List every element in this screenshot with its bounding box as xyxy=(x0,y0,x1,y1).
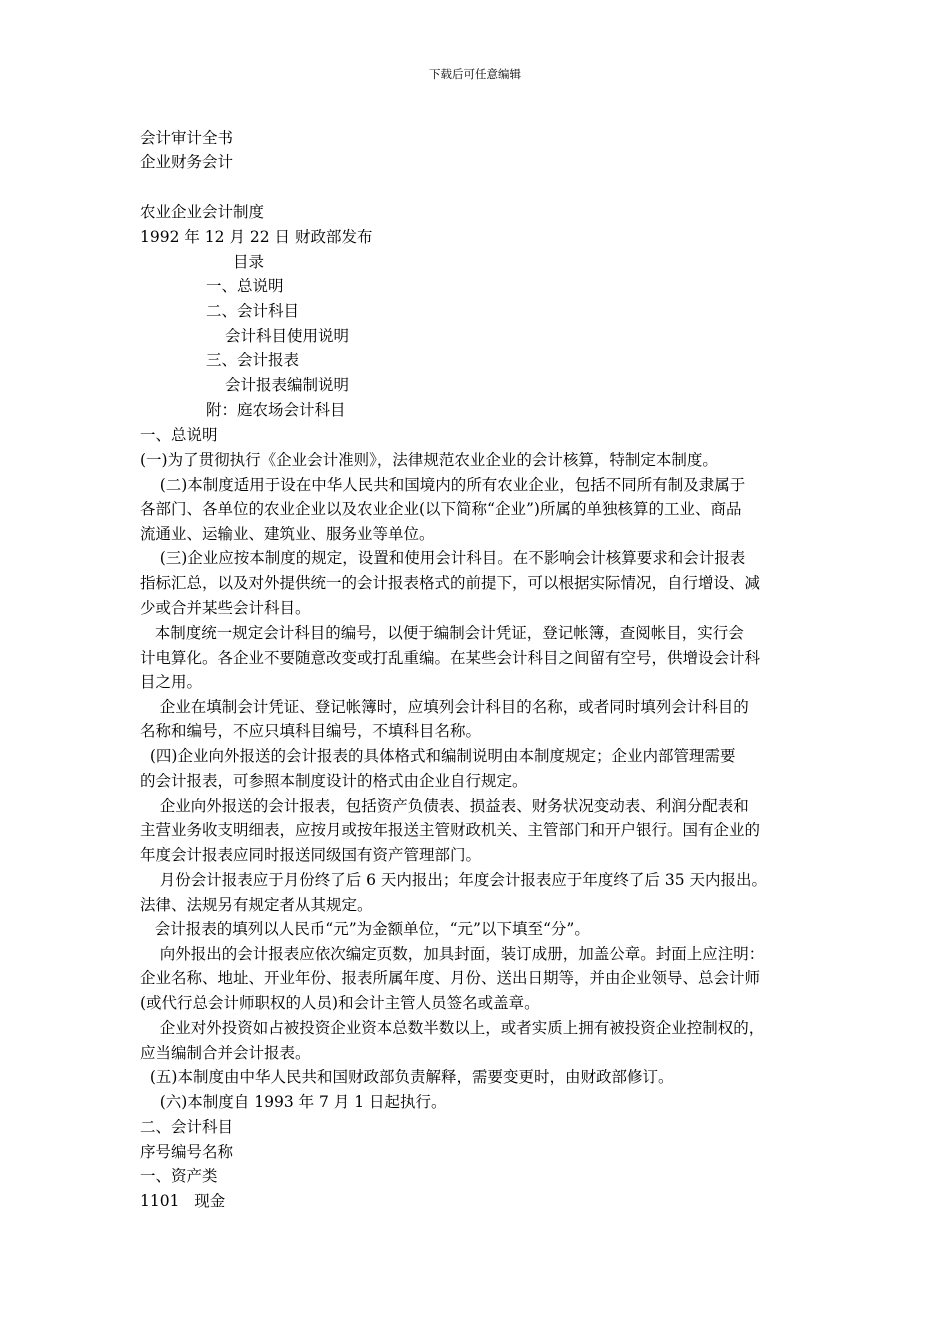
toc-item: 三、会计报表 xyxy=(206,351,300,369)
toc-item: 会计报表编制说明 xyxy=(225,376,350,394)
body-line: 的会计报表，可参照本制度设计的格式由企业自行规定。 xyxy=(140,772,528,790)
toc-item: 二、会计科目 xyxy=(206,302,300,320)
body-line: 计电算化。各企业不要随意改变或打乱重编。在某些会计科目之间留有空号，供增设会计科 xyxy=(140,649,761,667)
body-line: 应当编制合并会计报表。 xyxy=(140,1044,311,1062)
body-line: (三)企业应按本制度的规定，设置和使用会计科目。在不影响会计核算要求和会计报表 xyxy=(140,549,746,567)
book-title: 会计审计全书 xyxy=(140,129,234,147)
body-line: 会计报表的填列以人民币“元”为金额单位，“元”以下填至“分”。 xyxy=(140,920,590,938)
body-line: 月份会计报表应于月份终了后 6 天内报出；年度会计报表应于年度终了后 35 天内报出。 xyxy=(140,871,768,889)
account-item: 1101 现金 xyxy=(140,1192,226,1210)
toc-item: 会计科目使用说明 xyxy=(225,327,350,345)
toc-heading: 目录 xyxy=(233,253,265,271)
account-category: 一、资产类 xyxy=(140,1167,218,1185)
body-line: 流通业、运输业、建筑业、服务业等单位。 xyxy=(140,525,435,543)
body-line: 法律、法规另有规定者从其规定。 xyxy=(140,896,373,914)
category-title: 企业财务会计 xyxy=(140,153,234,171)
body-line: (四)企业向外报送的会计报表的具体格式和编制说明由本制度规定；企业内部管理需要 xyxy=(140,747,736,765)
section-heading: 二、会计科目 xyxy=(140,1118,234,1136)
body-line: 指标汇总，以及对外提供统一的会计报表格式的前提下，可以根据实际情况，自行增设、减 xyxy=(140,574,761,592)
body-line: (六)本制度自 1993 年 7 月 1 日起执行。 xyxy=(140,1093,447,1111)
body-line: (五)本制度由中华人民共和国财政部负责解释，需要变更时，由财政部修订。 xyxy=(140,1068,674,1086)
page-header-note: 下载后可任意编辑 xyxy=(429,67,521,81)
body-line: 名称和编号，不应只填科目编号，不填科目名称。 xyxy=(140,722,482,740)
toc-item: 一、总说明 xyxy=(206,277,284,295)
body-line: 本制度统一规定会计科目的编号，以便于编制会计凭证，登记帐簿，查阅帐目，实行会 xyxy=(140,624,744,642)
toc-item: 附：庭农场会计科目 xyxy=(206,401,346,419)
body-line: 企业向外报送的会计报表，包括资产负债表、损益表、财务状况变动表、利润分配表和 xyxy=(140,797,749,815)
body-line: 各部门、各单位的农业企业以及农业企业(以下简称“企业”)所属的单独核算的工业、商品 xyxy=(140,500,742,518)
issue-line: 1992 年 12 月 22 日 财政部发布 xyxy=(140,228,373,246)
body-line: 向外报出的会计报表应依次编定页数，加具封面，装订成册，加盖公章。封面上应注明： xyxy=(140,945,765,963)
body-line: 主营业务收支明细表，应按月或按年报送主管财政机关、主管部门和开户银行。国有企业的 xyxy=(140,821,761,839)
body-line: 企业对外投资如占被投资企业资本总数半数以上，或者实质上拥有被投资企业控制权的， xyxy=(140,1019,765,1037)
body-line: 年度会计报表应同时报送同级国有资产管理部门。 xyxy=(140,846,482,864)
body-line: (或代行总会计师职权的人员)和会计主管人员签名或盖章。 xyxy=(140,994,540,1012)
body-line: (二)本制度适用于设在中华人民共和国境内的所有农业企业，包括不同所有制及隶属于 xyxy=(140,476,746,494)
section-heading: 一、总说明 xyxy=(140,426,218,444)
body-line: 目之用。 xyxy=(140,673,203,691)
table-header: 序号编号名称 xyxy=(140,1143,234,1161)
body-line: 企业在填制会计凭证、登记帐簿时，应填列会计科目的名称，或者同时填列会计科目的 xyxy=(140,698,749,716)
body-line: 少或合并某些会计科目。 xyxy=(140,599,311,617)
body-line: (一)为了贯彻执行《企业会计准则》，法律规范农业企业的会计核算，特制定本制度。 xyxy=(140,451,718,469)
document-title: 农业企业会计制度 xyxy=(140,203,265,221)
body-line: 企业名称、地址、开业年份、报表所属年度、月份、送出日期等，并由企业领导、总会计师 xyxy=(140,969,761,987)
